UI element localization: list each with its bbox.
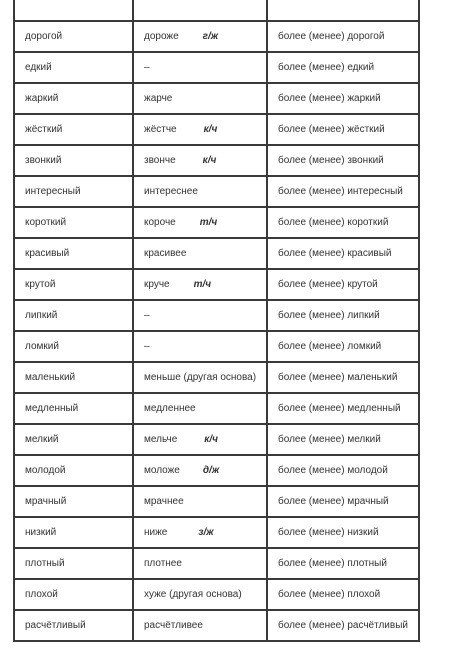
analytic-form-cell: более (менее) маленький <box>267 362 419 393</box>
table-row <box>14 176 419 207</box>
comparative-cell <box>133 300 267 331</box>
table-row <box>14 83 419 114</box>
adjective-cell: плотный <box>14 548 133 579</box>
table-row <box>14 393 419 424</box>
comparative-cell <box>133 579 267 610</box>
comparative-form: хуже (другая основа) <box>144 588 242 600</box>
comparative-cell <box>133 610 267 641</box>
comparative-cell <box>133 362 267 393</box>
comparative-cell <box>133 0 267 21</box>
adjective-cell: едкий <box>14 52 133 83</box>
alternation-note: з/ж <box>198 526 214 538</box>
adjective-cell: липкий <box>14 300 133 331</box>
table-row <box>14 517 419 548</box>
table-row <box>14 424 419 455</box>
analytic-form-cell: более (менее) расчётливый <box>267 610 419 641</box>
comparative-form: мельче <box>144 433 178 445</box>
comparative-form: дороже <box>144 30 179 42</box>
adjective-cell: короткий <box>14 207 133 238</box>
comparative-cell <box>133 517 267 548</box>
comparative-form: звонче <box>144 154 176 166</box>
comparative-form: короче <box>144 216 176 228</box>
analytic-form-cell: более (менее) медленный <box>267 393 419 424</box>
alternation-note: д/ж <box>202 464 220 476</box>
analytic-form-cell: более (менее) молодой <box>267 455 419 486</box>
adjective-cell: мелкий <box>14 424 133 455</box>
adjective-cell: низкий <box>14 517 133 548</box>
adjective-cell: медленный <box>14 393 133 424</box>
comparative-form: – <box>144 309 150 321</box>
adjective-cell: дорогой <box>14 21 133 52</box>
table-row <box>14 238 419 269</box>
analytic-form-cell: более (менее) крутой <box>267 269 419 300</box>
analytic-form-cell: более (менее) плохой <box>267 579 419 610</box>
analytic-form-cell: более (менее) короткий <box>267 207 419 238</box>
table-body <box>14 0 419 641</box>
table-row <box>14 362 419 393</box>
adjective-cell: молодой <box>14 455 133 486</box>
analytic-form-cell: более (менее) жаркий <box>267 83 419 114</box>
comparative-cell <box>133 486 267 517</box>
comparative-cell <box>133 83 267 114</box>
comparative-form: плотнее <box>144 557 182 569</box>
alternation-note: к/ч <box>203 123 218 135</box>
adjective-cell: маленький <box>14 362 133 393</box>
comparative-form: – <box>144 61 150 73</box>
comparative-cell <box>133 238 267 269</box>
analytic-form-cell: более (менее) дорогой <box>267 21 419 52</box>
comparative-form: круче <box>144 278 170 290</box>
adjective-cell: плохой <box>14 579 133 610</box>
table-row <box>14 145 419 176</box>
table-row <box>14 610 419 641</box>
analytic-form-cell: более (менее) липкий <box>267 300 419 331</box>
analytic-form-cell: более (менее) красивый <box>267 238 419 269</box>
analytic-form-cell: более (менее) плотный <box>267 548 419 579</box>
analytic-form-cell: более (менее) низкий <box>267 517 419 548</box>
table-row <box>14 579 419 610</box>
adjective-cell: жаркий <box>14 83 133 114</box>
alternation-note: т/ч <box>199 216 218 228</box>
table-row <box>14 269 419 300</box>
adjective-cell: мрачный <box>14 486 133 517</box>
table-row <box>14 21 419 52</box>
analytic-form-cell: более (менее) мелкий <box>267 424 419 455</box>
comparative-form: жарче <box>144 92 173 104</box>
comparative-cell <box>133 207 267 238</box>
table-row <box>14 331 419 362</box>
analytic-form-cell: более (менее) звонкий <box>267 145 419 176</box>
analytic-form-cell: более (менее) интересный <box>267 176 419 207</box>
comparative-cell <box>133 52 267 83</box>
analytic-form-cell: более (менее) ломкий <box>267 331 419 362</box>
comparative-cell <box>133 21 267 52</box>
comparative-cell <box>133 176 267 207</box>
alternation-note: г/ж <box>202 30 219 42</box>
comparative-cell <box>133 145 267 176</box>
comparative-form: интереснее <box>144 185 198 197</box>
comparative-cell <box>133 393 267 424</box>
comparative-form: мрачнее <box>144 495 184 507</box>
analytic-form-cell: более (менее) мрачный <box>267 486 419 517</box>
analytic-form-cell <box>267 0 419 21</box>
alternation-note: т/ч <box>193 278 212 290</box>
comparative-form: ниже <box>144 526 168 538</box>
comparative-form: расчётливее <box>144 619 203 631</box>
table-row <box>14 300 419 331</box>
adjective-cell <box>14 0 133 21</box>
adjective-cell: ломкий <box>14 331 133 362</box>
comparative-form: красивее <box>144 247 187 259</box>
comparative-degree-table <box>13 0 420 642</box>
comparative-form: меньше (другая основа) <box>144 371 257 383</box>
adjective-cell: звонкий <box>14 145 133 176</box>
alternation-note: к/ч <box>204 433 218 445</box>
analytic-form-cell: более (менее) едкий <box>267 52 419 83</box>
table-row <box>14 52 419 83</box>
comparative-form: медленнее <box>144 402 196 414</box>
comparative-form: жёстче <box>144 123 177 135</box>
adjective-cell: крутой <box>14 269 133 300</box>
adjective-cell: жёсткий <box>14 114 133 145</box>
table-row <box>14 207 419 238</box>
table-row <box>14 114 419 145</box>
comparative-cell <box>133 424 267 455</box>
adjective-cell: расчётливый <box>14 610 133 641</box>
comparative-cell <box>133 114 267 145</box>
comparative-cell <box>133 269 267 300</box>
comparative-cell <box>133 455 267 486</box>
table-row <box>14 548 419 579</box>
adjective-cell: интересный <box>14 176 133 207</box>
comparative-cell <box>133 548 267 579</box>
analytic-form-cell: более (менее) жёсткий <box>267 114 419 145</box>
comparative-cell <box>133 331 267 362</box>
comparative-form: моложе <box>144 464 180 476</box>
table-row <box>14 486 419 517</box>
adjective-cell: красивый <box>14 238 133 269</box>
comparative-form: – <box>144 340 150 352</box>
table-row <box>14 455 419 486</box>
alternation-note: к/ч <box>202 154 217 166</box>
table-row <box>14 0 419 21</box>
